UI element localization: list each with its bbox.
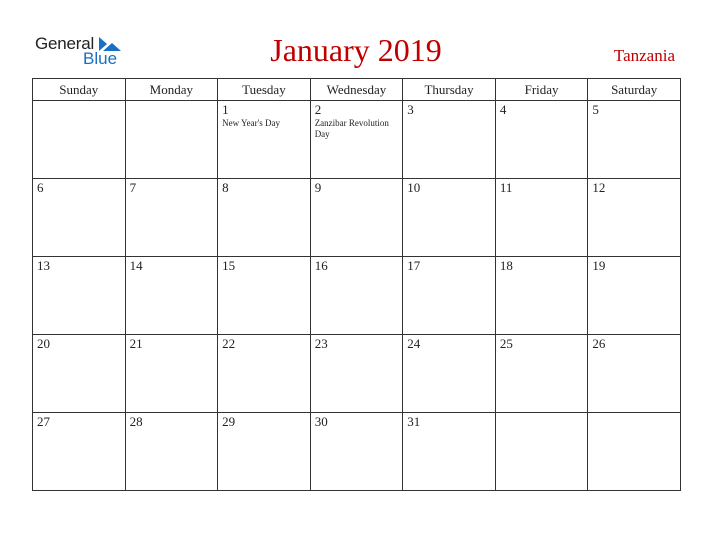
day-number: 26 [592,336,606,351]
day-cell [310,413,403,491]
day-number [33,101,125,102]
day-number: 23 [314,336,328,351]
day-number: 21 [129,336,143,351]
day-cell [125,413,218,491]
week-row [33,101,681,179]
day-cell [495,257,588,335]
day-cell [218,257,311,335]
day-number: 10 [407,180,421,195]
day-number: 28 [129,414,143,429]
day-number: 5 [592,102,599,117]
weekday-monday: Monday [125,79,218,101]
day-cell [588,257,681,335]
day-cell [218,179,311,257]
holiday-label: Zanzibar Revolution Day [314,118,389,139]
day-cell [495,179,588,257]
week-row [33,413,681,491]
day-cell [125,335,218,413]
day-number: 27 [37,414,50,429]
day-number: 12 [592,180,606,195]
day-cell [125,101,218,179]
weekday-saturday: Saturday [588,79,681,101]
day-cell [310,335,403,413]
day-number: 11 [499,180,513,195]
day-number [588,413,680,414]
weekday-wednesday: Wednesday [310,79,403,101]
day-cell [33,413,126,491]
day-cell [403,101,496,179]
day-number: 1 [222,102,229,117]
day-number: 30 [314,414,328,429]
day-cell [218,413,311,491]
weekday-thursday: Thursday [403,79,496,101]
day-cell [588,101,681,179]
day-cell [218,101,311,179]
day-number: 25 [499,336,513,351]
country-label: Tanzania [613,46,675,65]
day-cell [33,335,126,413]
day-number: 18 [499,258,513,273]
day-cell [310,179,403,257]
day-cell [125,257,218,335]
day-cell [588,413,681,491]
day-cell [403,335,496,413]
day-cell [495,335,588,413]
day-number: 7 [129,180,137,195]
weekday-header-row [33,79,681,101]
day-number: 14 [129,258,143,273]
day-number: 31 [407,414,421,429]
day-cell [495,413,588,491]
day-number: 29 [222,414,236,429]
calendar-title: January 2019 [270,32,442,68]
day-number: 2 [314,102,322,117]
day-cell [495,101,588,179]
week-row [33,335,681,413]
day-number: 16 [314,258,328,273]
day-cell [588,179,681,257]
day-number: 15 [222,258,236,273]
calendar-grid [32,78,681,491]
day-number: 4 [499,102,507,117]
day-cell [33,179,126,257]
day-number: 22 [222,336,236,351]
day-number: 13 [37,258,50,273]
day-number: 24 [407,336,421,351]
day-cell [403,413,496,491]
day-cell [403,179,496,257]
weekday-friday: Friday [495,79,588,101]
day-cell [33,257,126,335]
day-cell [588,335,681,413]
day-cell [310,257,403,335]
day-cell [403,257,496,335]
day-cell [218,335,311,413]
logo-text-blue: Blue [83,49,118,68]
day-number: 19 [592,258,606,273]
day-cell [125,179,218,257]
day-number [496,413,588,414]
week-row [33,179,681,257]
day-number: 20 [37,336,50,351]
holiday-label: New Year's Day [222,118,280,128]
day-cell [33,101,126,179]
day-number: 9 [314,180,322,195]
day-number: 8 [222,180,229,195]
day-number: 6 [37,180,44,195]
day-number: 3 [407,102,414,117]
week-row [33,257,681,335]
day-number: 17 [407,258,421,273]
weekday-tuesday: Tuesday [218,79,311,101]
day-number [126,101,218,102]
logo-text-general: General [35,34,95,53]
day-cell [310,101,403,179]
weekday-sunday: Sunday [33,79,126,101]
